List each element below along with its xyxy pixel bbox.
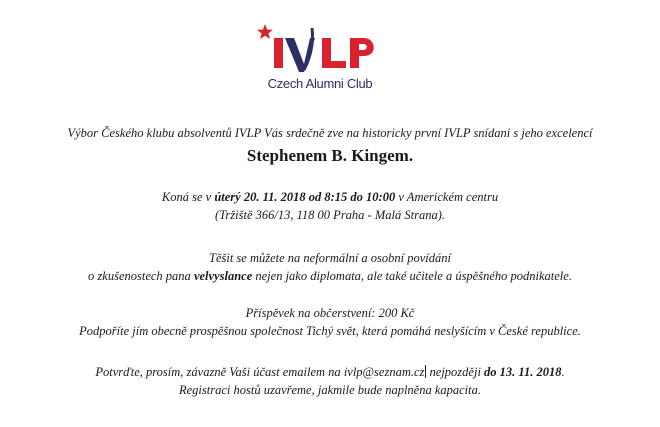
event-date-time: úterý 20. 11. 2018 od 8:15 do 10:00 — [214, 190, 396, 204]
guest-name-period: . — [408, 146, 414, 165]
address-line: (Tržiště 366/13, 118 00 Praha - Malá Strana). — [215, 208, 445, 222]
ivlp-logo — [252, 14, 388, 96]
ivlp-logo-mark — [252, 14, 388, 74]
guest-name-line — [0, 146, 660, 166]
closing-line: Registraci hostů uzavřeme, jakmile bude naplněna kapacita. — [178, 383, 482, 397]
rsvp-email[interactable]: ivlp@seznam.cz — [343, 365, 425, 379]
talk-text-end: nejen jako diplomata, ale také učitele a úspěšného podnikatele. — [252, 269, 572, 283]
logo-subtitle: Czech Alumni Club — [267, 76, 373, 91]
talk-line-2 — [0, 268, 660, 284]
intro-line: Výbor Českého klubu absolventů IVLP Vás srdečně zve na historicky první IVLP snídani s jeho excelencí — [67, 126, 593, 140]
star-icon — [257, 24, 273, 39]
charity-line: Podpoříte jím obecně prospěšnou společnost Tichý svět, která pomáhá neslyšícím v České republice. — [79, 324, 581, 338]
when-line — [0, 189, 660, 205]
fee-line: Příspěvek na občerstvení: 200 Kč — [245, 306, 415, 320]
logo-letter-p — [350, 38, 374, 68]
talk-line-1: Těšit se můžete na neformální a osobní povídání — [209, 251, 451, 265]
rsvp-text-start: Potvrďte, prosím, závazně Vaši účast emailem na — [95, 365, 344, 379]
rsvp-deadline: do 13. 11. 2018 — [484, 365, 562, 379]
rsvp-line — [0, 364, 660, 380]
when-text-end: v Americkém centru — [395, 190, 499, 204]
rsvp-text-middle: nejpozději — [426, 365, 485, 379]
ambassador-word: velvyslance — [193, 269, 253, 283]
guest-name: Stephenem B. Kingem — [246, 146, 409, 165]
talk-text-start: o zkušenostech pana — [88, 269, 194, 283]
logo-letter-i — [274, 38, 283, 68]
when-text-start: Koná se v — [161, 190, 215, 204]
logo-letter-l — [322, 38, 346, 68]
rsvp-text-end: . — [561, 365, 565, 379]
